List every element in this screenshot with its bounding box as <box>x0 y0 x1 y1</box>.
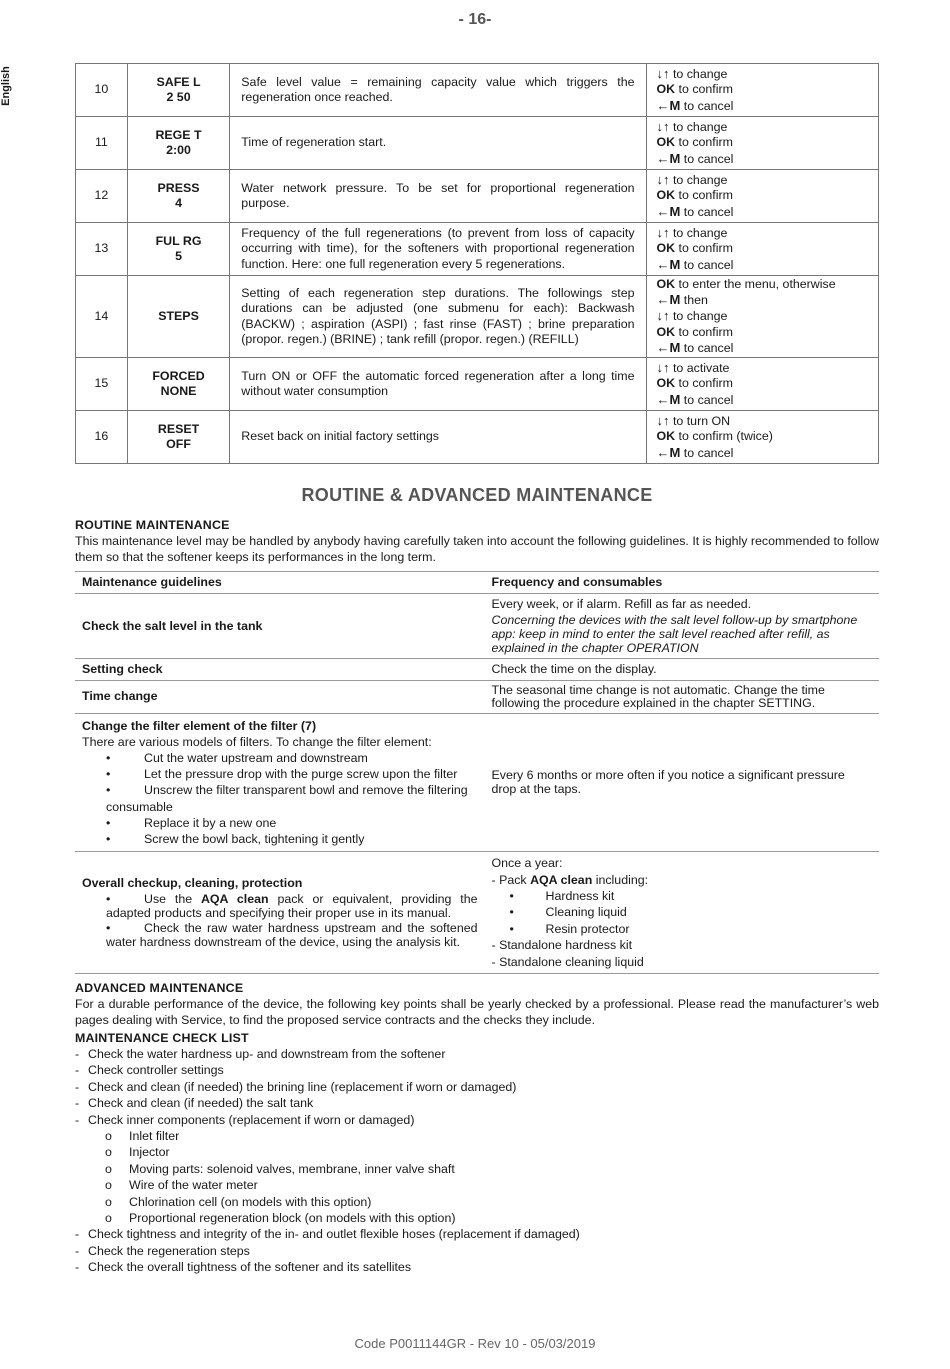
action-line <box>657 292 868 308</box>
action-text: to cancel <box>680 392 734 407</box>
footer-code: Code P0011144GR - Rev 10 - 05/03/2019 <box>354 1336 596 1351</box>
list-item: - Check the regeneration steps <box>75 1243 879 1259</box>
action-line <box>657 66 868 82</box>
setting-actions <box>646 170 878 223</box>
action-text: to cancel <box>680 204 734 219</box>
setting-parameter <box>127 117 230 170</box>
setting-description: Setting of each regeneration step durations. The followings step durations can be adjusted (one submenu for each): Backwash (BACKW) ; aspiration (ASPI) ; fast rinse (FAST) ; brine preparation (propor. regen.) (BRINE) ; tank refill (propor. regen.) (REFILL) <box>230 276 646 358</box>
action-line <box>657 325 868 340</box>
checklist <box>75 1046 879 1276</box>
table-row <box>76 223 879 276</box>
action-text: to cancel <box>680 151 734 166</box>
list-item: - Check inner components (replacement if worn or damaged) <box>75 1112 879 1128</box>
setting-parameter <box>127 223 230 276</box>
list-item: - Check tightness and integrity of the in- and outlet flexible hoses (replacement if damaged) <box>75 1226 879 1242</box>
table-row <box>75 852 879 974</box>
action-line <box>657 188 868 203</box>
setting-label: Setting check <box>75 659 485 681</box>
list-item: - Check the water hardness up- and downstream from the softener <box>75 1046 879 1062</box>
key-arrow-icon: ←M <box>656 256 681 272</box>
action-line <box>657 392 868 408</box>
list-item: o Inlet filter <box>75 1128 879 1144</box>
key-arrow-icon: ←M <box>656 292 681 308</box>
setting-number: 15 <box>76 358 128 411</box>
action-line <box>657 225 868 241</box>
setting-actions <box>646 358 878 411</box>
table-row <box>75 593 879 659</box>
action-text: to cancel <box>680 98 734 113</box>
salt-frequency <box>485 593 880 659</box>
filter-label: Change the filter element of the filter (7) <box>82 718 317 733</box>
overall-cell <box>75 852 485 974</box>
action-line <box>657 376 868 391</box>
action-line <box>657 308 868 324</box>
setting-frequency: Check the time on the display. <box>485 659 880 681</box>
parameter-name: STEPS <box>158 308 199 323</box>
action-text: to change <box>669 309 728 324</box>
action-line <box>657 172 868 188</box>
action-text: to confirm <box>675 241 733 256</box>
setting-description: Turn ON or OFF the automatic forced regeneration after a long time without water consumption <box>230 358 646 411</box>
col-guidelines: Maintenance guidelines <box>75 572 485 594</box>
parameter-value: 4 <box>175 196 182 210</box>
overall-freq-4: - Standalone cleaning liquid <box>491 954 644 969</box>
advanced-intro: For a durable performance of the device, the following key points shall be yearly checked by a professional. Please read the manufacturer’s web pages dealing with Service, to find the proposed service contracts and the checks they include. <box>75 996 879 1027</box>
setting-parameter <box>127 170 230 223</box>
table-row <box>75 713 879 852</box>
action-line <box>657 413 868 429</box>
action-line <box>657 277 868 292</box>
language-tab: English <box>0 66 12 106</box>
action-text: to cancel <box>680 257 734 272</box>
parameter-value: 2:00 <box>166 143 191 157</box>
routine-heading: ROUTINE MAINTENANCE <box>75 518 230 532</box>
setting-number: 11 <box>76 117 128 170</box>
salt-note: Concerning the devices with the salt level follow-up by smartphone app: keep in mind to enter the salt level reached after refill, as explained in the chapter OPERATION <box>491 613 858 655</box>
parameter-value: 2 50 <box>166 90 191 104</box>
list-item: • Cut the water upstream and downstream <box>82 750 478 766</box>
setting-number: 16 <box>76 411 128 464</box>
advanced-heading: ADVANCED MAINTENANCE <box>75 980 244 995</box>
setting-number: 14 <box>76 276 128 358</box>
table-row <box>75 659 879 681</box>
list-item: o Moving parts: solenoid valves, membrane, inner valve shaft <box>75 1161 879 1177</box>
setting-description: Frequency of the full regenerations (to prevent from loss of capacity occurring with time), for the softeners with proportional regeneration function. Here: one full regeneration every 5 regenerations. <box>230 223 646 276</box>
filter-intro: There are various models of filters. To change the filter element: <box>82 734 432 749</box>
list-item: • Let the pressure drop with the purge screw upon the filter <box>82 766 478 782</box>
overall-freq-3: - Standalone hardness kit <box>491 938 633 953</box>
key-arrow-icon: ↓↑ <box>656 172 670 188</box>
setting-description: Time of regeneration start. <box>230 117 646 170</box>
key-arrow-icon: ←M <box>656 203 681 219</box>
parameter-name: REGE T <box>155 127 202 142</box>
sub-checklist <box>75 1128 879 1226</box>
table-row <box>76 117 879 170</box>
setting-actions <box>646 117 878 170</box>
key-ok: OK <box>656 135 676 150</box>
key-ok: OK <box>656 324 676 339</box>
time-label: Time change <box>75 680 485 713</box>
settings-table <box>75 63 879 464</box>
parameter-value: OFF <box>166 437 191 451</box>
action-line <box>657 429 868 444</box>
list-item: - Check controller settings <box>75 1062 879 1078</box>
action-line <box>657 135 868 150</box>
setting-actions <box>646 411 878 464</box>
list-item: - Check and clean (if needed) the brining line (replacement if worn or damaged) <box>75 1079 879 1095</box>
filter-steps-list <box>82 750 478 847</box>
overall-bullet-1: • Use the AQA clean pack or equivalent, providing the adapted products and specifying their proper use in its manual. <box>82 892 478 921</box>
action-text: to enter the menu, otherwise <box>675 276 836 291</box>
list-item: - Check the overall tightness of the softener and its satellites <box>75 1259 879 1275</box>
action-line <box>657 98 868 114</box>
key-ok: OK <box>656 429 676 444</box>
key-arrow-icon: ↓↑ <box>656 360 670 376</box>
action-line <box>657 82 868 97</box>
page-content <box>75 63 879 1276</box>
list-item: • Unscrew the filter transparent bowl and remove the filtering consumable <box>82 782 478 814</box>
setting-actions <box>646 64 878 117</box>
setting-parameter <box>127 64 230 117</box>
key-arrow-icon: ←M <box>656 391 681 407</box>
list-item: • Cleaning liquid <box>492 904 873 920</box>
action-text: to change <box>669 67 728 82</box>
action-line <box>657 445 868 461</box>
key-arrow-icon: ←M <box>656 444 681 460</box>
key-arrow-icon: ←M <box>656 150 681 166</box>
setting-description: Water network pressure. To be set for proportional regeneration purpose. <box>230 170 646 223</box>
list-item: • Replace it by a new one <box>82 815 478 831</box>
key-arrow-icon: ↓↑ <box>656 413 670 429</box>
list-item: • Hardness kit <box>492 888 873 904</box>
key-ok: OK <box>656 188 676 203</box>
checklist-heading: MAINTENANCE CHECK LIST <box>75 1030 249 1045</box>
list-item: o Proportional regeneration block (on models with this option) <box>75 1210 879 1226</box>
key-arrow-icon: ↓↑ <box>656 225 670 241</box>
parameter-name: FUL RG <box>155 233 202 248</box>
overall-freq-2: - Pack AQA clean including: <box>491 872 649 887</box>
setting-actions <box>646 223 878 276</box>
setting-description: Reset back on initial factory settings <box>230 411 646 464</box>
action-text: to confirm <box>675 188 733 203</box>
overall-freq-1: Once a year: <box>491 856 563 871</box>
action-text: to confirm <box>675 82 733 97</box>
action-line <box>657 257 868 273</box>
parameter-value: NONE <box>160 384 197 398</box>
table-row <box>76 64 879 117</box>
table-row <box>75 680 879 713</box>
parameter-name: PRESS <box>157 180 200 195</box>
action-text: to confirm (twice) <box>675 429 773 444</box>
overall-kit-list <box>492 888 873 937</box>
setting-number: 12 <box>76 170 128 223</box>
list-item: o Wire of the water meter <box>75 1177 879 1193</box>
key-ok: OK <box>656 241 676 256</box>
key-arrow-icon: ←M <box>656 339 681 355</box>
action-line <box>657 340 868 356</box>
filter-frequency: Every 6 months or more often if you notice a significant pressure drop at the taps. <box>485 713 880 852</box>
sub-list-wrapper <box>75 1128 879 1226</box>
action-text: then <box>680 293 708 308</box>
list-item: o Chlorination cell (on models with this option) <box>75 1194 879 1210</box>
setting-parameter <box>127 276 230 358</box>
parameter-name: FORCED <box>152 368 205 383</box>
overall-bullet-2: • Check the raw water hardness upstream and the softened water hardness downstream of the device, using the analysis kit. <box>82 921 478 950</box>
action-text: to change <box>669 173 728 188</box>
action-line <box>657 204 868 220</box>
action-text: to change <box>669 226 728 241</box>
time-frequency: The seasonal time change is not automatic. Change the time following the procedure explained in the chapter SETTING. <box>485 680 880 713</box>
key-ok: OK <box>656 376 676 391</box>
action-line <box>657 119 868 135</box>
key-arrow-icon: ↓↑ <box>656 119 670 135</box>
action-line <box>657 151 868 167</box>
action-text: to confirm <box>675 376 733 391</box>
action-line <box>657 360 868 376</box>
table-row <box>76 411 879 464</box>
action-text: to turn ON <box>669 414 731 429</box>
action-text: to confirm <box>675 324 733 339</box>
parameter-value: 5 <box>175 249 182 263</box>
key-ok: OK <box>656 276 676 291</box>
setting-description: Safe level value = remaining capacity value which triggers the regeneration once reached. <box>230 64 646 117</box>
overall-frequency <box>485 852 880 974</box>
action-text: to change <box>669 120 728 135</box>
parameter-name: RESET <box>157 421 200 436</box>
action-text: to activate <box>669 361 730 376</box>
setting-number: 10 <box>76 64 128 117</box>
table-row <box>76 358 879 411</box>
setting-parameter <box>127 358 230 411</box>
list-item: • Resin protector <box>492 921 873 937</box>
routine-intro: This maintenance level may be handled by anybody having carefully taken into account the following guidelines. It is highly recommended to follow them so that the softener keeps its performances in the long term. <box>75 534 879 564</box>
action-line <box>657 241 868 256</box>
list-item: o Injector <box>75 1144 879 1160</box>
overall-label: Overall checkup, cleaning, protection <box>82 875 303 890</box>
key-arrow-icon: ↓↑ <box>656 66 670 82</box>
table-row <box>76 170 879 223</box>
list-item: • Screw the bowl back, tightening it gently <box>82 831 478 847</box>
maintenance-table <box>75 571 879 974</box>
action-text: to cancel <box>680 445 734 460</box>
salt-label: Check the salt level in the tank <box>75 593 485 659</box>
setting-number: 13 <box>76 223 128 276</box>
key-ok: OK <box>656 82 676 97</box>
list-item: - Check and clean (if needed) the salt tank <box>75 1095 879 1111</box>
key-arrow-icon: ↓↑ <box>656 308 670 324</box>
filter-cell <box>75 713 485 852</box>
maintenance-header-row <box>75 572 879 594</box>
setting-parameter <box>127 411 230 464</box>
setting-actions <box>646 276 878 358</box>
parameter-name: SAFE L <box>156 74 201 89</box>
action-text: to cancel <box>680 340 734 355</box>
salt-frequency-text: Every week, or if alarm. Refill as far as needed. <box>491 596 752 611</box>
table-row <box>76 276 879 358</box>
section-title: ROUTINE & ADVANCED MAINTENANCE <box>301 485 653 505</box>
action-text: to confirm <box>675 135 733 150</box>
page-number: - 16- <box>458 11 492 28</box>
key-arrow-icon: ←M <box>656 97 681 113</box>
col-frequency: Frequency and consumables <box>485 572 880 594</box>
